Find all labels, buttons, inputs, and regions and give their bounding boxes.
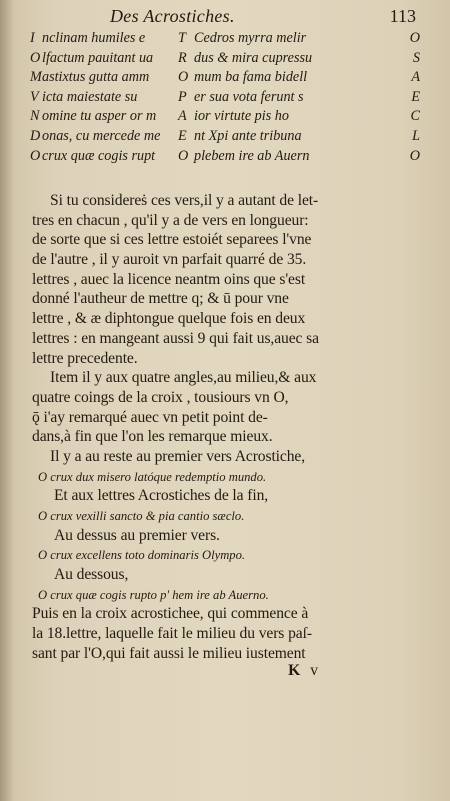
verse-final-letter: O: [409, 30, 420, 46]
latin-quote-line: O crux dux misero latóque redemptio mundo.: [38, 469, 267, 484]
prose-line: Item il y aux quatre angles,au milieu,& aux: [50, 369, 317, 387]
signature-letter: K: [288, 662, 303, 679]
latin-quote-line: O crux vexilli sancto & pia cantio sæclo.: [38, 509, 245, 523]
verse-second-half: plebem ire ab Auern: [194, 147, 310, 164]
verse-line: [30, 89, 420, 109]
verse-line: [30, 50, 420, 70]
prose-line: tres en chacun , qu'il y a de vers en longueur:: [32, 211, 309, 229]
verse-first-half: lfactum pauitant ua: [42, 49, 154, 66]
prose-line: de sorte que si ces lettre estoiét separees l'vne: [32, 231, 312, 249]
verse-line: [30, 128, 420, 148]
signature-number: v: [310, 662, 320, 679]
verse-initial-letter: V: [30, 88, 39, 105]
verse-second-half: ior virtute pis ho: [194, 108, 289, 125]
prose-line: lettre , & æ diphtongue quelque fois en deux: [32, 310, 306, 328]
signature-mark: [288, 662, 320, 680]
prose-line: Au dessus au premier vers.: [54, 526, 220, 544]
verse-middle-letter: P: [178, 88, 187, 105]
verse-final-letter: C: [410, 108, 420, 125]
verse-second-half: mum ba fama bidell: [194, 69, 308, 86]
prose-line: Et aux lettres Acrostiches de la fin,: [54, 487, 269, 505]
verse-line: [30, 148, 420, 168]
verse-second-half: er sua vota ferunt s: [194, 88, 304, 105]
verse-line: [30, 30, 420, 50]
prose-line: lettre precedente.: [32, 349, 138, 367]
verse-final-letter: E: [411, 88, 420, 105]
verse-second-half: nt Xpi ante tribuna: [194, 127, 302, 144]
gutter-shadow: [0, 0, 14, 801]
verse-second-half: Cedros myrra melir: [194, 30, 307, 46]
prose-line: quatre coings de la croix , tousiours vn O,: [32, 388, 289, 406]
verse-second-half: dus & mira cupressu: [194, 49, 313, 66]
acrostic-verse-block: [30, 30, 420, 167]
verse-middle-letter: O: [178, 69, 189, 86]
prose-line: sant par l'O,qui fait aussi le milieu iustement: [32, 644, 306, 662]
verse-initial-letter: O: [30, 49, 41, 66]
prose-line: lettres : en mangeant aussi 9 qui fait us,auec sa: [32, 329, 319, 347]
prose-line: Si tu considereṡ ces vers,il y a autant de let-: [50, 192, 319, 209]
verse-final-letter: A: [411, 69, 420, 86]
verse-first-half: astixtus gutta amm: [42, 69, 150, 86]
prose-line: la 18.lettre, laquelle fait le milieu du vers paſ-: [32, 625, 312, 643]
verse-initial-letter: D: [30, 127, 41, 144]
prose-line: lettres , auec la licence neantm oins que s'est: [32, 270, 306, 288]
verse-middle-letter: E: [178, 127, 187, 144]
verse-middle-letter: R: [178, 49, 187, 66]
verse-final-letter: L: [412, 127, 420, 144]
verse-first-half: nclinam humiles e: [42, 30, 146, 46]
verse-line: [30, 69, 420, 89]
verse-first-half: onas, cu mercede me: [42, 127, 161, 144]
prose-line: donné l'autheur de mettre q; & ū pour vne: [32, 290, 289, 308]
running-head: Des Acrostiches.: [110, 6, 235, 26]
verse-first-half: icta maiestate su: [42, 88, 138, 105]
verse-initial-letter: M: [30, 69, 42, 86]
latin-quote-line: O crux excellens toto dominaris Olympo.: [38, 548, 246, 563]
prose-body: [32, 192, 414, 665]
verse-initial-letter: O: [30, 147, 41, 164]
verse-first-half: omine tu asper or m: [42, 108, 157, 125]
page-number: 113: [389, 6, 416, 26]
prose-line: ǭ i'ay remarqué auec vn petit point de-: [32, 408, 268, 426]
prose-line: Il y a au reste au premier vers Acrostiche,: [50, 447, 306, 465]
prose-line: Puis en la croix acrostichee, qui commence à: [32, 605, 309, 623]
verse-initial-letter: N: [30, 108, 40, 125]
verse-initial-letter: I: [30, 30, 35, 46]
verse-middle-letter: A: [178, 108, 187, 125]
verse-final-letter: O: [409, 147, 420, 164]
verse-middle-letter: T: [178, 30, 186, 46]
latin-quote-line: O crux quæ cogis rupto p' hem ire ab Auerno.: [38, 587, 269, 602]
prose-line: de l'autre , il y auroit vn parfait quarré de 35.: [32, 251, 307, 269]
verse-final-letter: S: [412, 49, 420, 66]
prose-line: dans,à fin que l'on les remarque mieux.: [32, 428, 273, 446]
verse-line: [30, 108, 420, 128]
prose-line: Au dessous,: [54, 566, 129, 584]
verse-first-half: crux quæ cogis rupt: [42, 147, 156, 164]
verse-middle-letter: O: [178, 147, 189, 164]
